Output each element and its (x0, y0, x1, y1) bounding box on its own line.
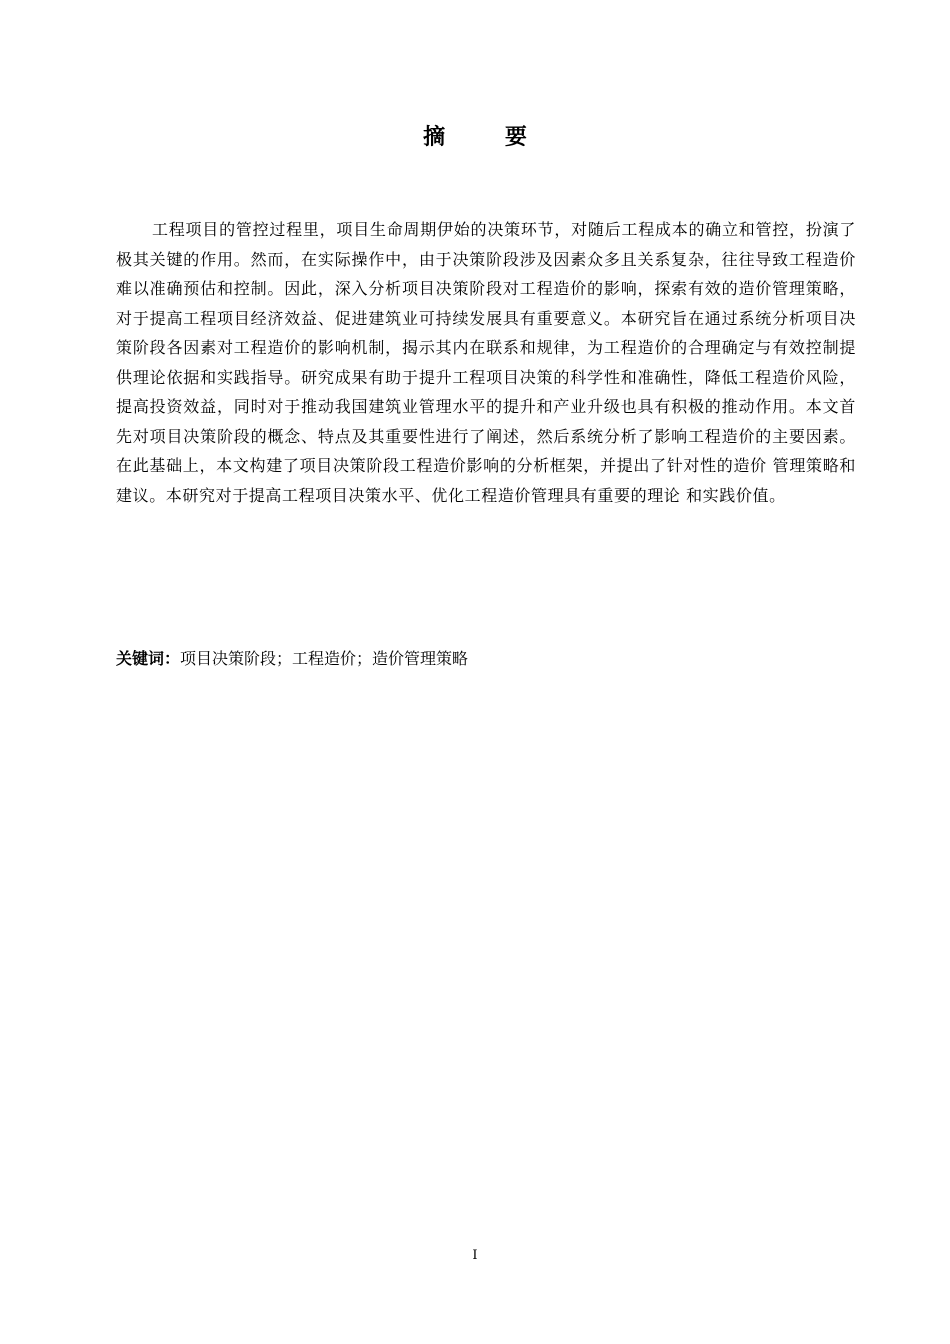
abstract-title: 摘 要 (423, 125, 553, 150)
abstract-body: 工程项目的管控过程里，项目生命周期伊始的决策环节，对随后工程成本的确立和管控，扮演了极其关键的作用。然而，在实际操作中，由于决策阶段涉及因素众多且关系复杂，往往导致工程造价难以准确预估和控制。因此，深入分析项目决策阶段对工程造价的影响，探索有效的造价管理策略，对于提高工程项目经济效益、促进建筑业可持续发展具有重要意义。本研究旨在通过系统分析项目决策阶段各因素对工程造价的影响机制，揭示其内在联系和规律，为工程造价的合理确定与有效控制提供理论依据和实践指导。研究成果有助于提升工程项目决策的科学性和准确性，降低工程造价风险，提高投资效益，同时对于推动我国建筑业管理水平的提升和产业升级也具有积极的推动作用。本文首先对项目决策阶段的概念、特点及其重要性进行了阐述，然后系统分析了影响工程造价的主要因素。 在此基础上，本文构建了项目决策阶段工程造价影响的分析框架，并提出了针对性的造价 管理策略和建议。本研究对于提高工程项目决策水平、优化工程造价管理具有重要的理论 和实践价值。 (116, 220, 856, 505)
keywords-label: 关键词： (116, 649, 181, 668)
keywords-text: 项目决策阶段；工程造价；造价管理策略 (180, 649, 469, 668)
keywords-line (116, 647, 856, 671)
page-number: I (472, 1248, 478, 1263)
